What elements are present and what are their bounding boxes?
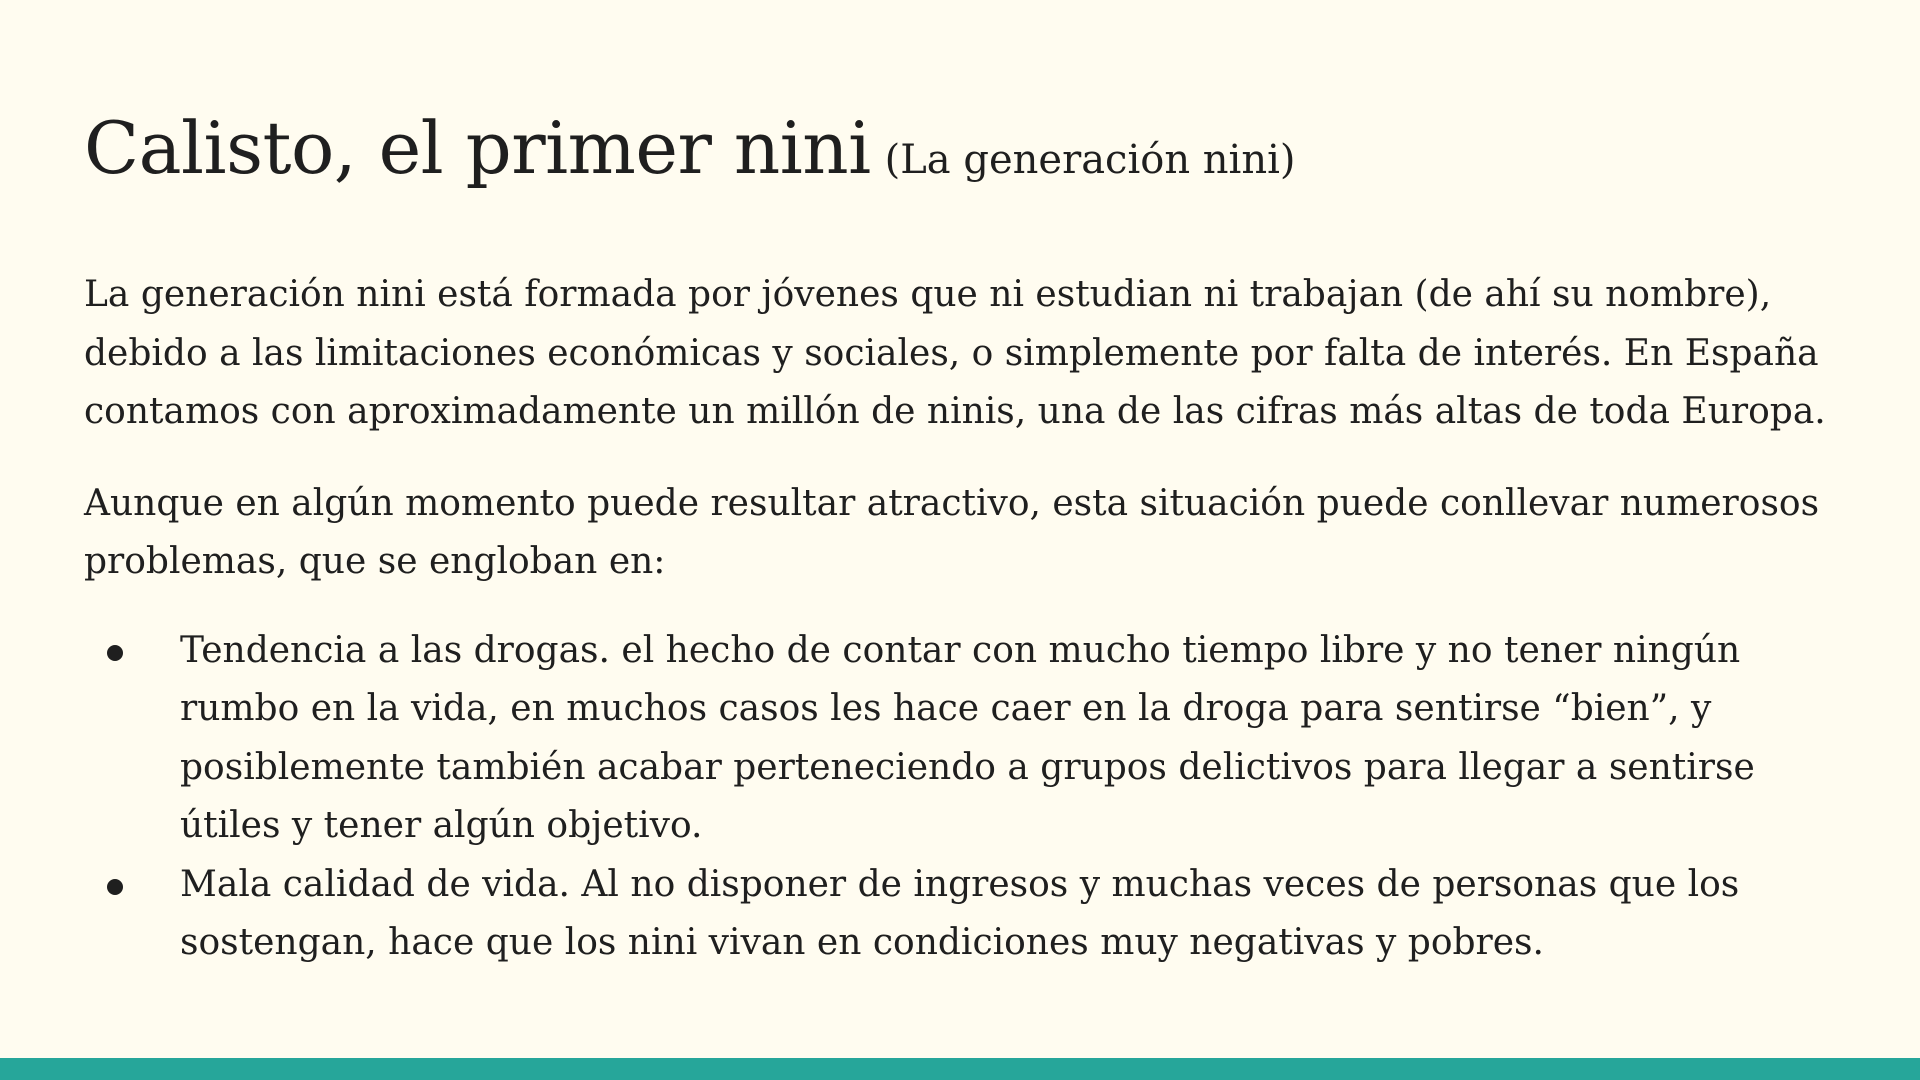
problems-list (84, 622, 1864, 973)
footer-accent-bar (0, 1058, 1920, 1080)
list-item (84, 856, 1864, 973)
list-item-text: Tendencia a las drogas. el hecho de contar con mucho tiempo libre y no tener ningún rumbo en la vida, en muchos casos les hace caer en la droga para sentirse “bien”, y posiblemente también acabar perteneciendo a grupos delictivos para llegar a sentirse útiles y tener algún objetivo. (180, 629, 1755, 846)
bullet-dot-icon (107, 879, 123, 895)
title-subtitle: (La generación nini) (884, 137, 1296, 183)
problems-paragraph: Aunque en algún momento puede resultar atractivo, esta situación puede conllevar numerosos problemas, que se engloban en: (84, 482, 1820, 582)
bullet-dot-icon (107, 645, 123, 661)
intro-paragraph: La generación nini está formada por jóvenes que ni estudian ni trabajan (de ahí su nombre), debido a las limitaciones económicas y sociales, o simplemente por falta de interés. En España contamos con aproximadamente un millón de ninis, una de las cifras más altas de toda Europa. (84, 274, 1826, 432)
list-item (84, 622, 1864, 856)
title-main: Calisto, el primer nini (84, 106, 871, 190)
list-item-text: Mala calidad de vida. Al no disponer de ingresos y muchas veces de personas que los sostengan, hace que los nini vivan en condiciones muy negativas y pobres. (180, 863, 1740, 963)
slide-body (84, 266, 1864, 973)
slide-title (84, 106, 1844, 190)
